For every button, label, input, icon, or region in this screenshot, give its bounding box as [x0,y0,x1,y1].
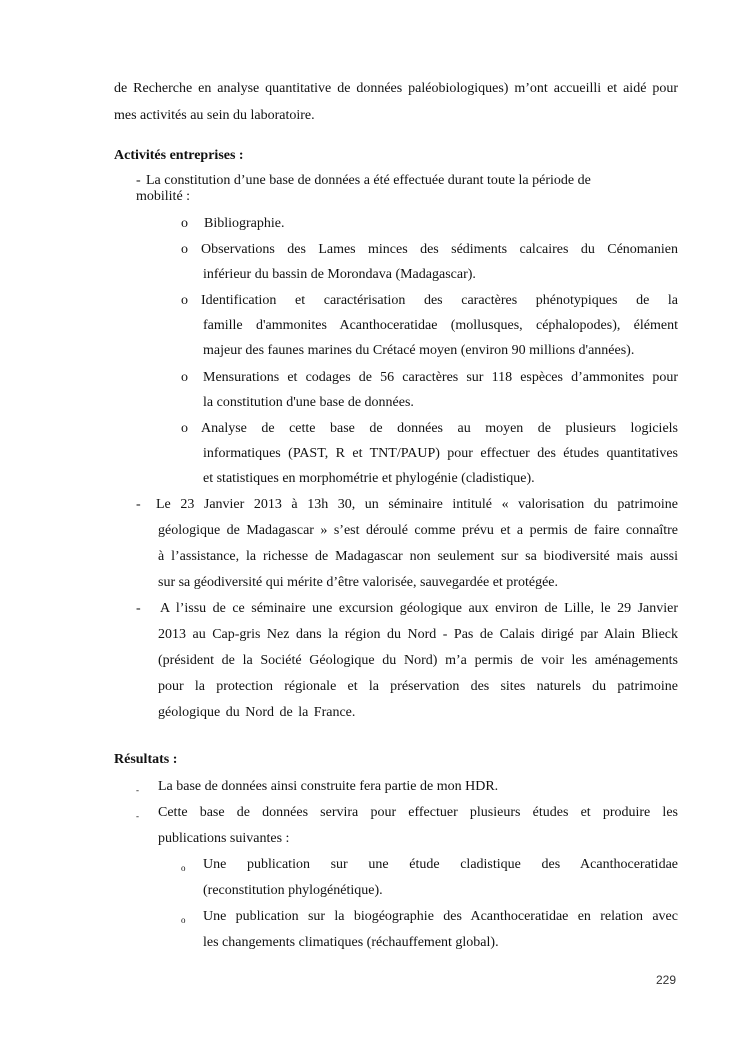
sub-5-line-1: Analyse de cette base de données au moyen de plusieurs logiciels [201,421,678,436]
sub-1-line-1: Bibliographie. [204,216,285,231]
circle-bullet: o [181,242,188,257]
dash-bullet: - [136,785,139,795]
sub-3-line-3: majeur des faunes marines du Crétacé moyen (environ 90 millions d'années). [203,343,635,358]
circle-bullet: o [181,863,186,873]
intro-line-1: de Recherche en analyse quantitative de données paléobiologiques) m’ont accueilli et aidé pour [114,81,678,96]
sub-2-line-2: inférieur du bassin de Morondava (Madagascar). [203,267,476,282]
sub-2-line-1: Observations des Lames minces des sédiments calcaires du Cénomanien [201,242,678,257]
activity-2-line-1: Le 23 Janvier 2013 à 13h 30, un séminaire intitulé « valorisation du patrimoine [156,497,678,512]
result-2-line-2: publications suivantes : [158,831,290,846]
sub-3-line-1: Identification et caractérisation des caractères phénotypiques de la [201,293,678,308]
dash-bullet: - [136,173,141,188]
page-number: 229 [656,973,677,987]
circle-bullet: o [181,216,188,231]
activites-heading: Activités entreprises : [114,148,244,163]
sub-5-line-3: et statistiques en morphométrie et phylogénie (cladistique). [203,471,535,486]
activity-3-line-3: (président de la Société Géologique du Nord) m’a permis de voir les aménagements [158,653,678,668]
sub-4-line-1: Mensurations et codages de 56 caractères sur 118 espèces d’ammonites pour [203,370,678,385]
circle-bullet: o [181,370,188,385]
activity-2-line-2: géologique de Madagascar » s’est déroulé comme prévu et a permis de faire connaître [158,523,678,538]
activity-1-line-1: La constitution d’une base de données a été effectuée durant toute la période de [146,173,591,188]
dash-bullet: - [136,811,139,821]
sub-3-line-2: famille d'ammonites Acanthoceratidae (mollusques, céphalopodes), élément [203,318,678,333]
circle-bullet: o [181,421,188,436]
circle-bullet: o [181,915,186,925]
activity-2-line-4: sur sa géodiversité qui mérite d’être valorisée, sauvegardée et protégée. [158,575,558,590]
intro-line-2: mes activités au sein du laboratoire. [114,108,315,123]
sub-4-line-2: la constitution d'une base de données. [203,395,414,410]
circle-bullet: o [181,293,188,308]
activity-3-line-1: A l’issu de ce séminaire une excursion géologique aux environ de Lille, le 29 Janvier [160,601,678,616]
result-sub-2-line-1: Une publication sur la biogéographie des Acanthoceratidae en relation avec [203,909,678,924]
resultats-heading: Résultats : [114,752,178,767]
dash-bullet: - [136,497,141,512]
result-sub-2-line-2: les changements climatiques (réchauffement global). [203,935,499,950]
activity-2-line-3: à l’assistance, la richesse de Madagascar non seulement sur sa biodiversité mais aussi [158,549,678,564]
dash-bullet: - [136,601,141,616]
activity-3-line-4: pour la protection régionale et la préservation des sites naturels du patrimoine [158,679,678,694]
activity-1-line-2: mobilité : [136,189,191,204]
result-sub-1-line-1: Une publication sur une étude cladistique des Acanthoceratidae [203,857,678,872]
sub-5-line-2: informatiques (PAST, R et TNT/PAUP) pour effectuer des études quantitatives [203,446,678,461]
activity-3-line-2: 2013 au Cap-gris Nez dans la région du Nord - Pas de Calais dirigé par Alain Blieck [158,627,678,642]
result-1: La base de données ainsi construite fera partie de mon HDR. [158,779,499,794]
result-sub-1-line-2: (reconstitution phylogénétique). [203,883,383,898]
activity-3-line-5: géologique du Nord de la France. [158,705,356,720]
result-2-line-1: Cette base de données servira pour effectuer plusieurs études et produire les [158,805,678,820]
